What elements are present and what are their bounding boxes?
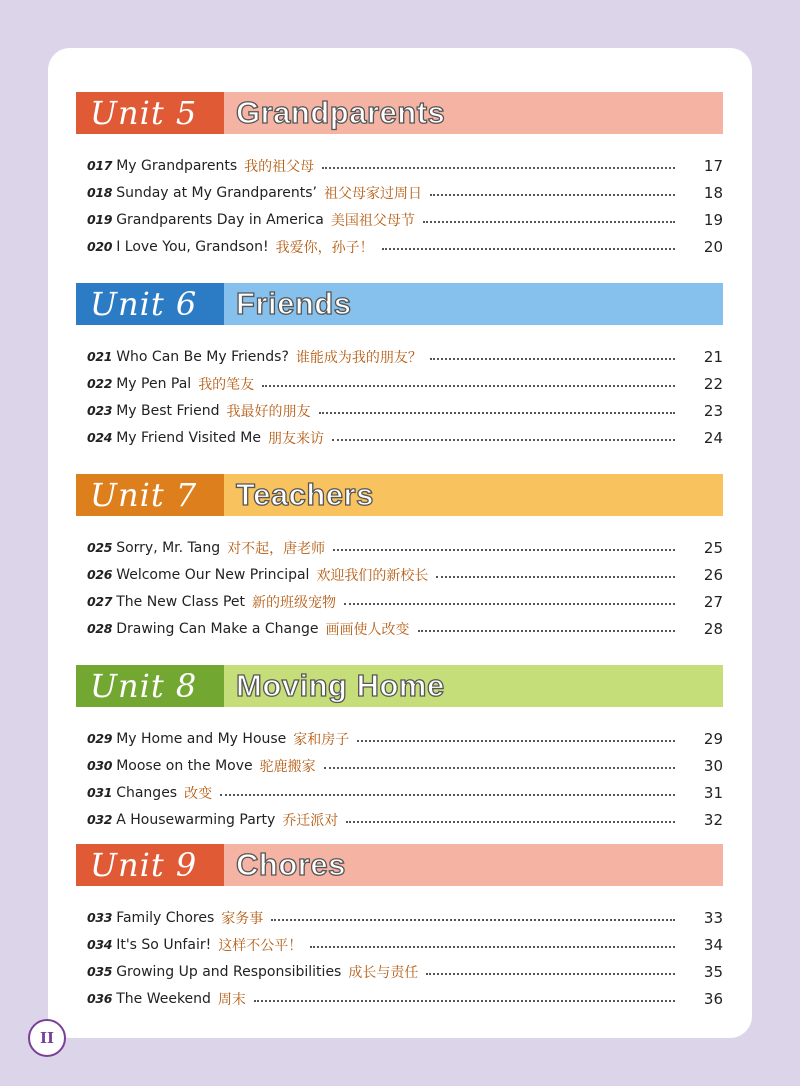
lesson-title-en: Sunday at My Grandparents’ — [116, 184, 317, 201]
lesson-number: 018 — [87, 185, 113, 200]
lesson-row[interactable] — [76, 343, 723, 370]
lesson-title-en: The Weekend — [116, 990, 211, 1007]
lesson-row[interactable] — [76, 397, 723, 424]
lesson-title-zh: 我的祖父母 — [244, 158, 315, 175]
dot-leader — [333, 549, 675, 551]
lesson-number: 028 — [87, 621, 113, 636]
lesson-number: 020 — [87, 239, 113, 254]
lesson-number: 022 — [87, 376, 113, 391]
lesson-page-number: 19 — [703, 210, 723, 229]
dot-leader — [418, 630, 675, 632]
lesson-row[interactable] — [76, 588, 723, 615]
lesson-number: 032 — [87, 812, 113, 827]
unit-section — [76, 474, 723, 642]
lesson-number: 031 — [87, 785, 113, 800]
dot-leader — [426, 973, 675, 975]
lesson-number: 034 — [87, 937, 113, 952]
lesson-page-number: 18 — [703, 183, 723, 202]
unit-label: Unit 7 — [76, 474, 224, 516]
dot-leader — [346, 821, 675, 823]
dot-leader — [423, 221, 675, 223]
lesson-page-number: 31 — [703, 783, 723, 802]
lesson-row[interactable] — [76, 615, 723, 642]
lesson-title-zh: 我最好的朋友 — [226, 403, 311, 420]
lesson-row[interactable] — [76, 931, 723, 958]
lesson-title-zh: 欢迎我们的新校长 — [316, 567, 429, 584]
unit-banner — [76, 844, 723, 886]
lesson-title-zh: 我爱你，孙子！ — [275, 239, 374, 256]
lesson-title-en: Who Can Be My Friends? — [116, 348, 289, 365]
page-number: II — [28, 1019, 66, 1057]
lesson-title-en: Drawing Can Make a Change — [116, 620, 319, 637]
dot-leader — [319, 412, 675, 414]
lesson-page-number: 35 — [703, 962, 723, 981]
lesson-page-number: 21 — [703, 347, 723, 366]
lesson-title-en: I Love You, Grandson! — [116, 238, 269, 255]
unit-section — [76, 844, 723, 1012]
lesson-title-zh: 乔迁派对 — [282, 812, 339, 829]
lesson-page-number: 25 — [703, 538, 723, 557]
lesson-title-zh: 改变 — [184, 785, 213, 802]
unit-title: Teachers — [224, 474, 723, 516]
unit-label: Unit 5 — [76, 92, 224, 134]
lesson-row[interactable] — [76, 179, 723, 206]
lesson-page-number: 17 — [703, 156, 723, 175]
lesson-page-number: 22 — [703, 374, 723, 393]
unit-banner — [76, 92, 723, 134]
lesson-title-zh: 对不起，唐老师 — [227, 540, 326, 557]
unit-section — [76, 92, 723, 260]
lesson-page-number: 28 — [703, 619, 723, 638]
lesson-title-en: Welcome Our New Principal — [116, 566, 310, 583]
dot-leader — [271, 919, 675, 921]
lesson-row[interactable] — [76, 206, 723, 233]
lesson-page-number: 32 — [703, 810, 723, 829]
dot-leader — [382, 248, 675, 250]
lesson-row[interactable] — [76, 904, 723, 931]
lesson-title-zh: 成长与责任 — [348, 964, 419, 981]
lesson-page-number: 30 — [703, 756, 723, 775]
lesson-row[interactable] — [76, 561, 723, 588]
lesson-title-en: A Housewarming Party — [116, 811, 276, 828]
lesson-row[interactable] — [76, 985, 723, 1012]
lesson-row[interactable] — [76, 370, 723, 397]
lesson-title-zh: 驼鹿搬家 — [259, 758, 316, 775]
unit-section — [76, 665, 723, 833]
lesson-title-en: It's So Unfair! — [116, 936, 212, 953]
lesson-row[interactable] — [76, 424, 723, 451]
lesson-list — [76, 534, 723, 642]
dot-leader — [322, 167, 675, 169]
dot-leader — [332, 439, 675, 441]
lesson-row[interactable] — [76, 779, 723, 806]
lesson-title-en: Moose on the Move — [116, 757, 253, 774]
lesson-title-en: My Home and My House — [116, 730, 287, 747]
dot-leader — [220, 794, 675, 796]
lesson-page-number: 27 — [703, 592, 723, 611]
lesson-number: 025 — [87, 540, 113, 555]
dot-leader — [310, 946, 675, 948]
lesson-title-en: Growing Up and Responsibilities — [116, 963, 342, 980]
lesson-title-en: Family Chores — [116, 909, 215, 926]
dot-leader — [262, 385, 675, 387]
lesson-title-en: Grandparents Day in America — [116, 211, 324, 228]
lesson-page-number: 29 — [703, 729, 723, 748]
lesson-number: 024 — [87, 430, 113, 445]
lesson-page-number: 26 — [703, 565, 723, 584]
lesson-page-number: 36 — [703, 989, 723, 1008]
lesson-page-number: 23 — [703, 401, 723, 420]
lesson-title-zh: 新的班级宠物 — [252, 594, 337, 611]
lesson-list — [76, 725, 723, 833]
lesson-title-en: My Grandparents — [116, 157, 238, 174]
lesson-title-en: The New Class Pet — [116, 593, 246, 610]
lesson-title-en: Sorry, Mr. Tang — [116, 539, 221, 556]
lesson-title-zh: 画画使人改变 — [325, 621, 410, 638]
lesson-number: 027 — [87, 594, 113, 609]
lesson-title-en: Changes — [116, 784, 178, 801]
lesson-title-zh: 家和房子 — [293, 731, 350, 748]
lesson-number: 023 — [87, 403, 113, 418]
lesson-title-zh: 美国祖父母节 — [330, 212, 415, 229]
lesson-number: 036 — [87, 991, 113, 1006]
lesson-title-zh: 周末 — [217, 991, 246, 1008]
dot-leader — [254, 1000, 675, 1002]
lesson-title-en: My Pen Pal — [116, 375, 192, 392]
lesson-row[interactable] — [76, 752, 723, 779]
lesson-row[interactable] — [76, 958, 723, 985]
toc-page — [48, 48, 752, 1038]
lesson-title-zh: 这样不公平！ — [218, 937, 303, 954]
dot-leader — [344, 603, 675, 605]
lesson-title-en: My Best Friend — [116, 402, 220, 419]
unit-title: Grandparents — [224, 92, 723, 134]
lesson-number: 019 — [87, 212, 113, 227]
dot-leader — [436, 576, 675, 578]
unit-label: Unit 8 — [76, 665, 224, 707]
lesson-row[interactable] — [76, 152, 723, 179]
lesson-page-number: 20 — [703, 237, 723, 256]
lesson-page-number: 33 — [703, 908, 723, 927]
unit-banner — [76, 665, 723, 707]
lesson-row[interactable] — [76, 534, 723, 561]
lesson-title-zh: 朋友来访 — [268, 430, 324, 447]
dot-leader — [324, 767, 675, 769]
dot-leader — [430, 358, 675, 360]
unit-title: Friends — [224, 283, 723, 325]
lesson-number: 021 — [87, 349, 113, 364]
lesson-page-number: 34 — [703, 935, 723, 954]
lesson-number: 033 — [87, 910, 113, 925]
lesson-number: 035 — [87, 964, 113, 979]
lesson-row[interactable] — [76, 233, 723, 260]
lesson-title-zh: 谁能成为我的朋友？ — [295, 349, 422, 366]
unit-banner — [76, 474, 723, 516]
dot-leader — [430, 194, 675, 196]
lesson-row[interactable] — [76, 806, 723, 833]
lesson-title-zh: 家务事 — [221, 910, 264, 927]
lesson-title-zh: 祖父母家过周日 — [323, 185, 422, 202]
lesson-title-en: My Friend Visited Me — [116, 429, 261, 446]
unit-title: Chores — [224, 844, 723, 886]
lesson-row[interactable] — [76, 725, 723, 752]
unit-section — [76, 283, 723, 451]
lesson-title-zh: 我的笔友 — [198, 376, 255, 393]
lesson-number: 017 — [87, 158, 113, 173]
lesson-number: 030 — [87, 758, 113, 773]
unit-title: Moving Home — [224, 665, 723, 707]
lesson-number: 026 — [87, 567, 113, 582]
unit-label: Unit 9 — [76, 844, 224, 886]
lesson-number: 029 — [87, 731, 113, 746]
lesson-list — [76, 343, 723, 451]
lesson-page-number: 24 — [703, 428, 723, 447]
dot-leader — [357, 740, 675, 742]
lesson-list — [76, 904, 723, 1012]
unit-banner — [76, 283, 723, 325]
unit-label: Unit 6 — [76, 283, 224, 325]
lesson-list — [76, 152, 723, 260]
